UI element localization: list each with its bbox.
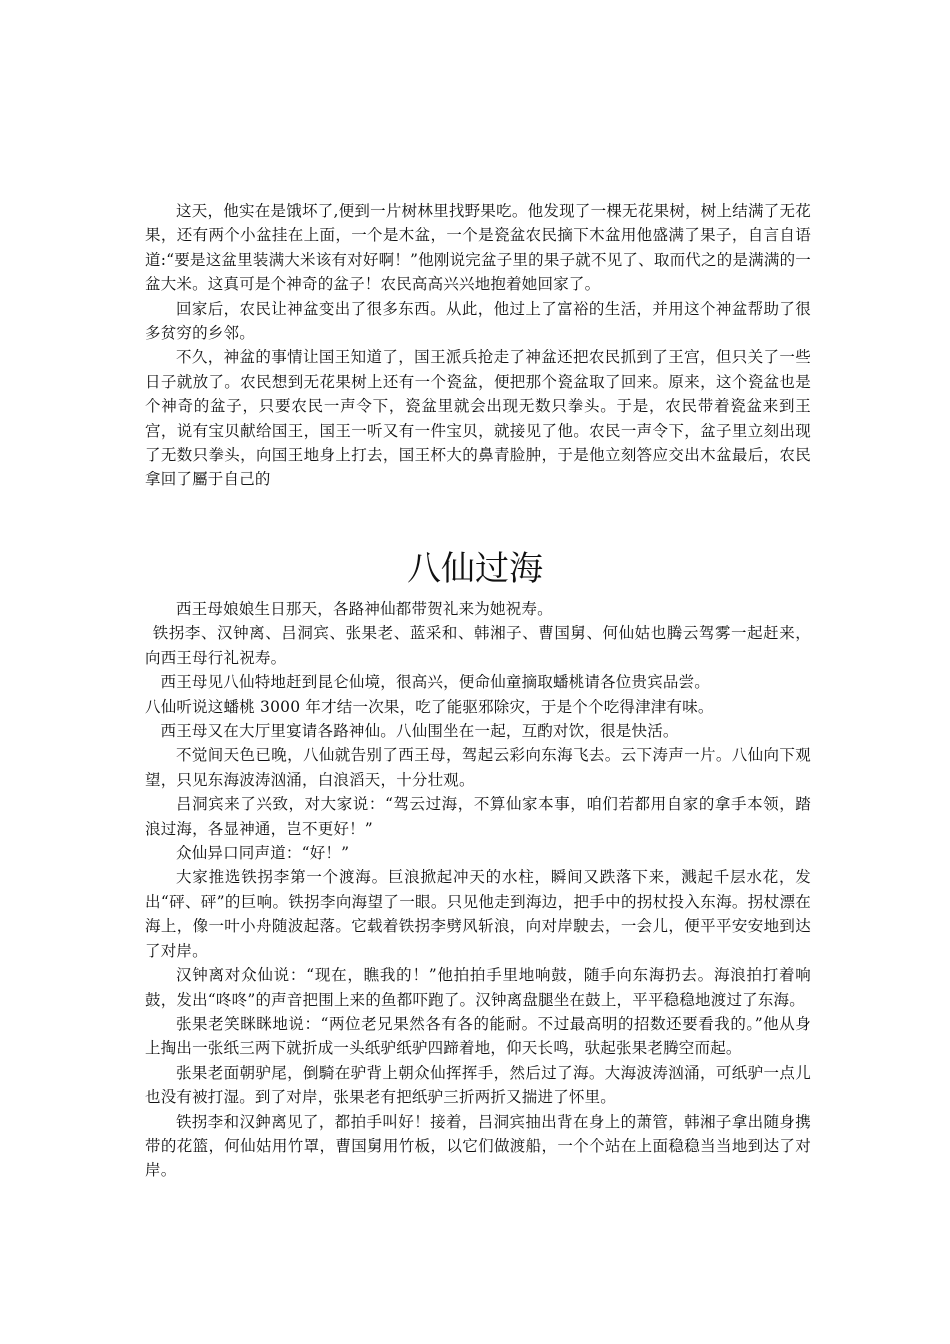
paragraph: 张果老笑眯眯地说：“两位老兄果然各有各的能耐。不过最高明的招数还要看我的。”他从身上掏出一张纸三两下就折成一头纸驴纸驴四蹄着地，仰天长鸣，驮起张果老腾空而起。 <box>145 1014 811 1058</box>
paragraph: 吕洞宾来了兴致，对大家说：“驾云过海，不算仙家本事，咱们若都用自家的拿手本领，踏浪过海，各显神通，岂不更好！” <box>145 795 811 838</box>
paragraph: 铁拐李和汉鈡离见了，都拍手叫好！接着，吕洞宾抽出背在身上的萧管，韩湘子拿出随身携带的花篮，何仙姑用竹罩，曹国舅用竹板，以它们做渡船，一个个站在上面稳稳当当地到达了对岸。 <box>145 1112 811 1180</box>
paragraph: 西王母见八仙特地赶到昆仑仙境，很高兴，便命仙童摘取蟠桃请各位贵宾品尝。 <box>160 673 711 692</box>
paragraph: 西王母又在大厅里宴请各路神仙。八仙围坐在一起，互酌对饮，很是快活。 <box>160 722 679 741</box>
paragraph: 不久，神盆的事情让国王知道了，国王派兵抢走了神盆还把农民抓到了王宫，但只关了一些日子就放了。农民想到无花果树上还有一个瓷盆，便把那个瓷盆取了回来。原来，这个瓷盆也是个神奇的盆子，只要农民一声令下，瓷盆里就会出现无数只拳头。于是，农民带着瓷盆来到王宫，说有宝贝献给国王，国王一听又有一件宝贝，就接见了他。农民一声令下，盆子里立刻出现了无数只拳头，向国王地身上打去，国王杯大的鼻青脸肿，于是他立刻答应交出木盆最后，农民拿回了屬于自己的 <box>145 348 811 489</box>
paragraph: 张果老面朝驴尾，倒騎在驴背上朝众仙挥挥手，然后过了海。大海波涛汹涌，可纸驴一点儿也没有被打湿。到了对岸，张果老有把纸驴三折两折又揣进了怀里。 <box>145 1063 811 1107</box>
paragraph: 西王母娘娘生日那天，各路神仙都带贺礼来为她祝寿。 <box>176 600 553 618</box>
paragraph: 八仙听说这蟠桃 3000 年才结一次果，吃了能驱邪除灾，于是个个吃得津津有味。 <box>145 697 714 716</box>
story-farmer-magic-basin <box>145 199 811 492</box>
story-eight-immortals <box>145 597 811 1183</box>
paragraph: 不觉间天色已晚，八仙就告别了西王母，驾起云彩向东海飞去。云下涛声一片。八仙向下观望，只见东海波涛汹涌，白浪滔天，十分壮观。 <box>145 746 811 789</box>
paragraph: 汉钟离对众仙说：“现在，瞧我的！”他拍拍手里地响鼓，随手向东海扔去。海浪拍打着响鼓，发出“咚咚”的声音把围上来的鱼都吓跑了。汉钟离盘腿坐在鼓上，平平稳稳地渡过了东海。 <box>145 966 811 1009</box>
story-title: 八仙过海 <box>407 549 543 589</box>
paragraph: 大家推选铁拐李第一个渡海。巨浪掀起冲天的水柱，瞬间又跌落下来，溅起千层水花，发出“砰、砰”的巨响。铁拐李向海望了一眼。只见他走到海边，把手中的拐杖投入东海。拐杖漂在海上，像一叶小舟随波起落。它载着铁拐李劈风斩浪，向对岸駛去，一会儿，便平平安安地到达了对岸。 <box>145 868 811 960</box>
paragraph: 回家后，农民让神盆变出了很多东西。从此，他过上了富裕的生活，并用这个神盆帮助了很多贫穷的乡邻。 <box>145 299 811 343</box>
paragraph: 众仙异口同声道：“好！” <box>176 844 350 863</box>
paragraph: 这天，他实在是饿坏了,便到一片树林里找野果吃。他发现了一棵无花果树，树上结满了无花果，还有两个小盆挂在上面，一个是木盆，一个是瓷盆农民摘下木盆用他盛满了果子，自言自语道:“要是这盆里装满大米该有对好啊！”他刚说完盆子里的果子就不见了、取而代之的是满满的一盆大米。这真可是个神奇的盆子！农民高高兴兴地抱着她回家了。 <box>145 202 811 294</box>
paragraph: 铁拐李、汉钟离、吕洞宾、张果老、蓝采和、韩湘子、曹国舅、何仙姑也腾云驾雾一起赶来，向西王母行礼祝寿。 <box>145 624 811 667</box>
